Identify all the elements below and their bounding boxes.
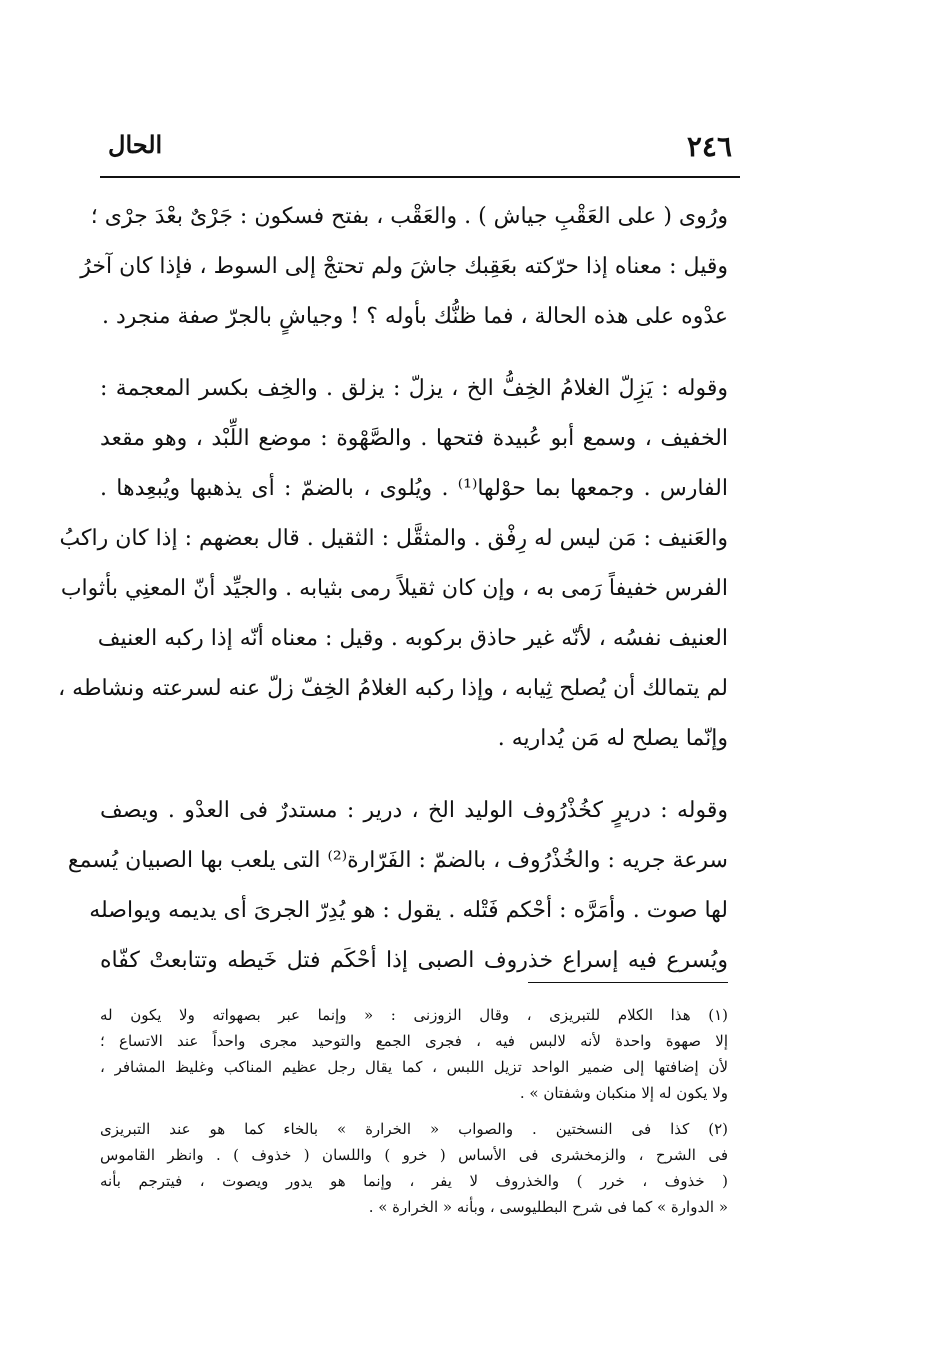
main-text — [58, 192, 729, 1008]
text-line: العنيف نفسُه ، لأنّه غير حاذق بركوبه . وقيل : معناه أنّه إذا ركبه العنيف — [97, 626, 728, 651]
paragraph — [67, 786, 728, 986]
page-number: ٢٤٦ — [686, 130, 732, 163]
header-rule — [100, 176, 740, 178]
text-line: ورُوى ( على العَقْبِ جياش ) . والعَقْب ، بفتح فسكون : جَرْىٌ بعْدَ جرْى ؛ — [90, 204, 728, 229]
text-line: وإنّما يصلح له مَن يُداريه . — [497, 726, 728, 751]
text-line: الفارس . وجمعها بما حوْلها⁽¹⁾ . ويُلوى ، بالضمّ : أى يذهبها ويُبعِدها . — [100, 476, 729, 501]
text-line: وقوله : دريرٍ كخُذْرُوف الوليد الخ ، درير : مستدرٌ فى العدْو . ويصف — [100, 798, 728, 823]
footnote-line: إلا صهوة واحدة لأنه لالبس فيه ، فجرى الجمع والتوحيد مجرى واحداً عند الاتساع ؛ — [100, 1032, 728, 1050]
text-line: وقيل : معناه إذا حرّكته بعَقِبك جاشَ ولم تحتجْ إلى السوط ، فإذا كان آخرُ — [80, 254, 728, 279]
footnote-line: لأن إضافتها إلى ضمير الواحد تزيل اللبس ، كما يقال رجل عظيم المناكب وغليظ المشافر ، — [100, 1058, 728, 1076]
footnote-line: (١) هذا الكلام للتبريزى ، وقال الزوزنى : « وإنما عبر بصهواته ولا يكون له — [100, 1006, 728, 1024]
footnote-rule — [528, 982, 728, 983]
text-line: والعَنيف : مَن ليس له رِفْق . والمثقَّل : الثقيل . قال بعضهم : إذا كان راكبُ — [59, 526, 728, 551]
section-title: الحال — [108, 130, 163, 159]
paragraph — [58, 364, 729, 764]
text-line: الخفيف ، وسمع أبو عُبيدة فتحها . والصَّهْوة : موضع اللِّبْد ، وهو مقعد — [100, 426, 728, 451]
running-header — [100, 128, 740, 172]
text-line: عدْوه على هذه الحالة ، فما ظنُّك بأوله ؟ ! وجياشٍ بالجرّ صفة منجرد . — [101, 304, 728, 329]
text-line: سرعة جريه : والخُذْرُوف ، بالضمّ : الفَرّارة⁽²⁾ التى يلعب بها الصبيان يُسمع — [67, 848, 728, 873]
footnote — [100, 1002, 728, 1106]
text-line: ويُسرع فيه إسراع خذروف الصبى إذا أحْكَم فتل خَيطه وتتابعتْ كفّاه — [100, 948, 728, 973]
footnote-line: فى الشرح ، والزمخشرى فى الأساس ( خرو ) واللسان ( خذوف ) . وانظر القاموس — [100, 1146, 728, 1164]
footnotes — [100, 1002, 728, 1230]
footnote-line: ولا يكون له إلا منكبان وشفتان » . — [519, 1084, 728, 1102]
text-line: الفرس خفيفاً رَمى به ، وإن كان ثقيلاً رمى بثيابه . والجيِّد أنّ المعنِي بأثواب — [60, 576, 728, 601]
text-line: لم يتمالك أن يُصلح ثِيابه ، وإذا ركبه الغلامُ الخِفّ زلّ عنه لسرعته ونشاطه ، — [58, 676, 728, 701]
footnote-line: « الدوارة » كما فى شرح البطليوسى ، وبأنه « الخرارة » . — [368, 1198, 728, 1216]
paragraph — [80, 192, 728, 342]
text-line: وقوله : يَزِلّ الغلامُ الخِفُّ الخ ، يزلّ : يزلق . والخِف بكسر المعجمة : — [100, 376, 728, 401]
footnote — [100, 1116, 728, 1220]
footnote-line: (٢) كذا فى النسختين . والصواب « الخرارة » بالخاء كما هو عند التبريزى — [100, 1120, 728, 1138]
text-line: لها صوت . وأمَرَّه : أحْكم فَتْله . يقول : هو يُدِرّ الجرىَ أى يديمه ويواصله — [89, 898, 728, 923]
footnote-line: ( خذوف ، خرر ) والخذروف لا يفر ، وإنما هو يدور ويصوت ، فيترجم بأنه — [100, 1172, 728, 1190]
